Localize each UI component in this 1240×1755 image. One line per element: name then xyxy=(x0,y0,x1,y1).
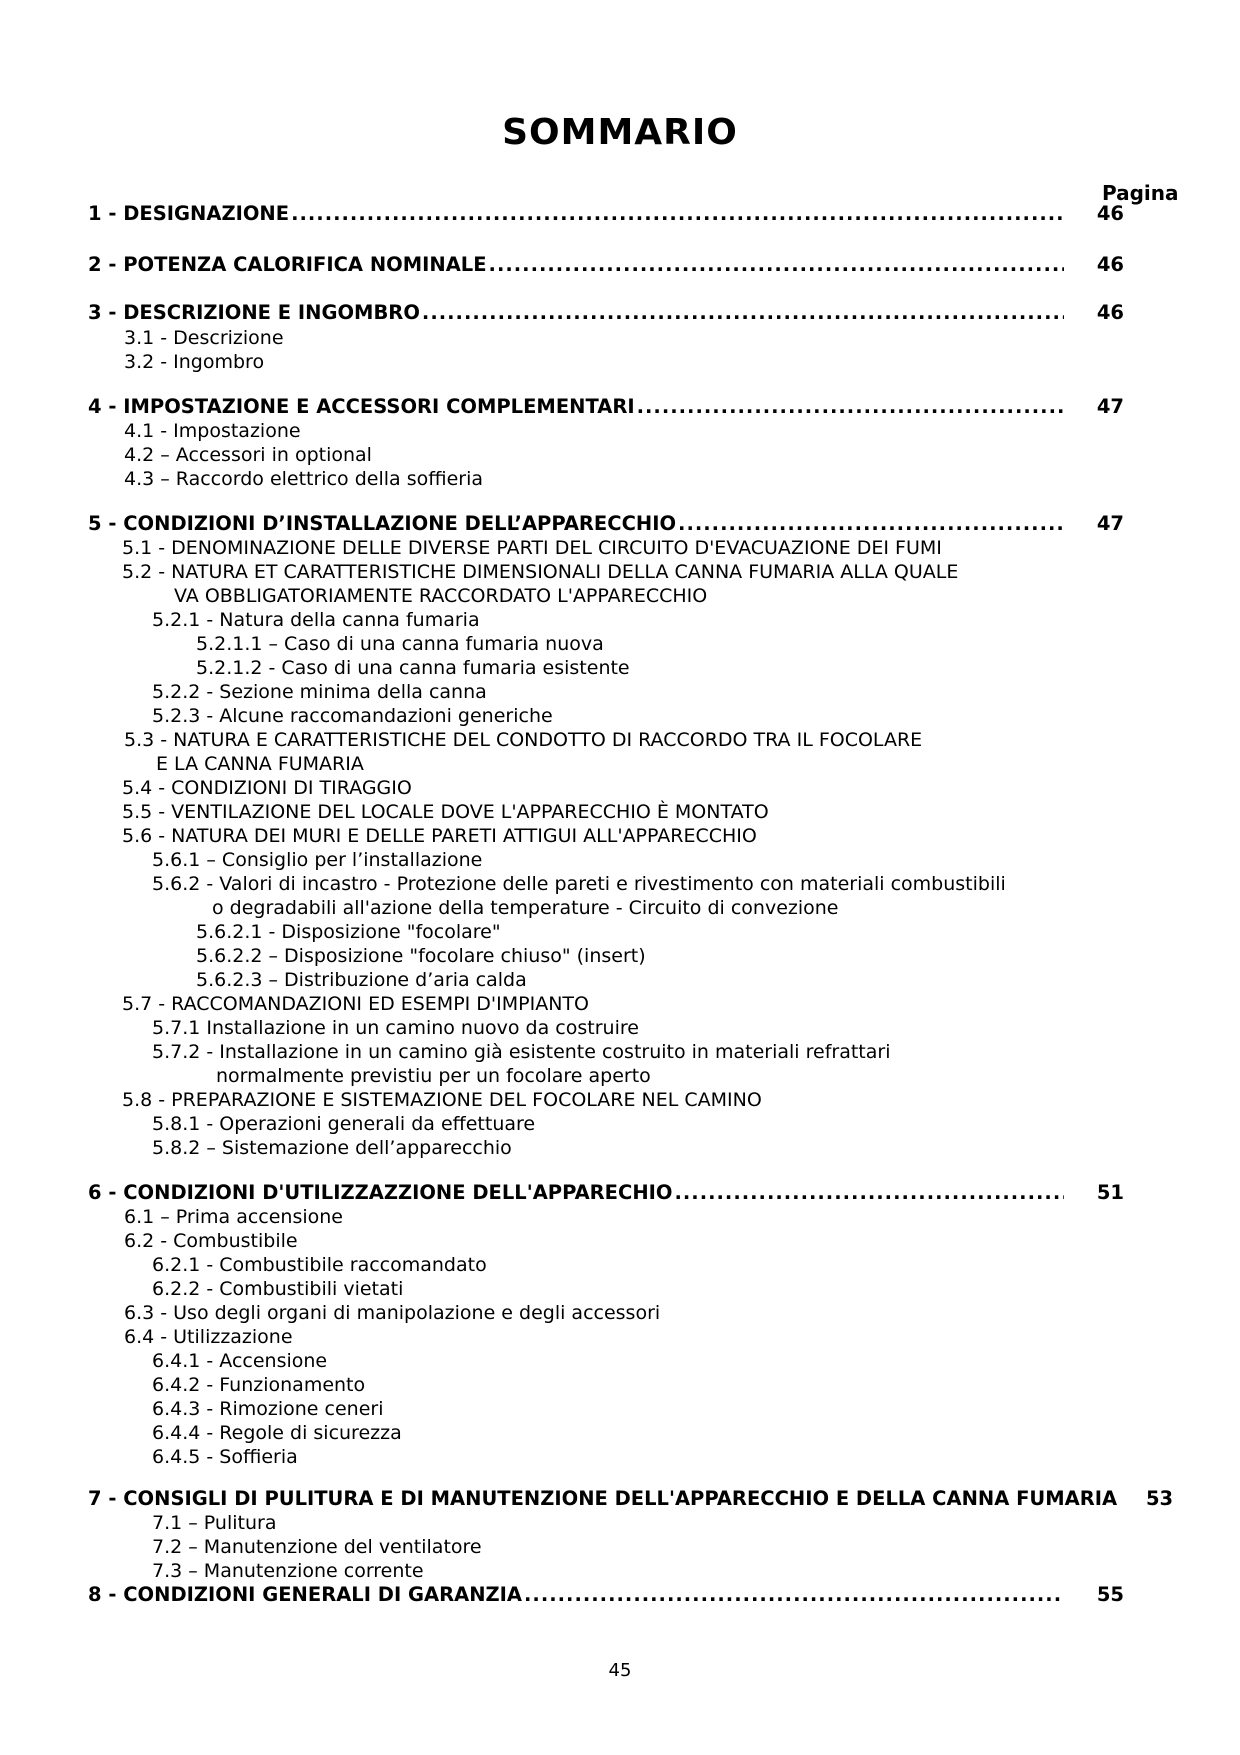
toc-entry-label: 5 - CONDIZIONI D’INSTALLAZIONE DELL’APPARECCHIO xyxy=(88,512,677,535)
toc-entry-page: 46 xyxy=(1096,301,1124,324)
toc-subentry[interactable]: 5.2.1 - Natura della canna fumaria xyxy=(152,609,480,631)
toc-entry-label: 8 - CONDIZIONI GENERALI DI GARANZIA xyxy=(88,1583,523,1606)
toc-subentry[interactable]: 6.4.1 - Accensione xyxy=(152,1350,328,1372)
toc-entry-label: 2 - POTENZA CALORIFICA NOMINALE xyxy=(88,253,487,276)
dot-leader xyxy=(489,254,1064,276)
dot-leader xyxy=(524,1584,1064,1606)
toc-entry-label: 1 - DESIGNAZIONE xyxy=(88,202,290,225)
toc-subentry[interactable]: 5.7.2 - Installazione in un camino già esistente costruito in materiali refrattari xyxy=(152,1041,891,1063)
toc-subentry-continuation: VA OBBLIGATORIAMENTE RACCORDATO L'APPARECCHIO xyxy=(174,585,708,607)
dot-leader xyxy=(422,302,1064,324)
toc-entry-page: 46 xyxy=(1096,253,1124,276)
document-title: SOMMARIO xyxy=(502,112,738,153)
toc-subentry[interactable]: 5.6.2.1 - Disposizione "focolare" xyxy=(196,921,501,943)
page-number: 45 xyxy=(608,1660,632,1681)
toc-subentry[interactable]: 5.6.2 - Valori di incastro - Protezione delle pareti e rivestimento con materiali combustibili xyxy=(152,873,1006,895)
toc-subentry-continuation: o degradabili all'azione della temperature - Circuito di convezione xyxy=(212,897,839,919)
toc-subentry[interactable]: 7.1 – Pulitura xyxy=(152,1512,277,1534)
toc-subentry[interactable]: 5.6.2.2 – Disposizione "focolare chiuso" (insert) xyxy=(196,945,646,967)
toc-subentry[interactable]: 5.6.1 – Consiglio per l’installazione xyxy=(152,849,483,871)
toc-subentry[interactable]: 6.2.2 - Combustibili vietati xyxy=(152,1278,404,1300)
toc-subentry[interactable]: 5.8 - PREPARAZIONE E SISTEMAZIONE DEL FOCOLARE NEL CAMINO xyxy=(122,1089,762,1111)
dot-leader xyxy=(637,396,1064,418)
toc-subentry-continuation: E LA CANNA FUMARIA xyxy=(156,753,364,775)
toc-entry-page: 47 xyxy=(1096,512,1124,535)
toc-entry-section-3[interactable] xyxy=(88,302,1124,324)
toc-subentry[interactable]: 6.4 - Utilizzazione xyxy=(124,1326,293,1348)
toc-entry-section-2[interactable] xyxy=(88,254,1124,276)
toc-subentry[interactable]: 4.3 – Raccordo elettrico della soffieria xyxy=(124,468,484,490)
dot-leader xyxy=(674,1182,1064,1204)
toc-entry-page: 53 xyxy=(1145,1487,1174,1510)
dot-leader xyxy=(291,203,1064,225)
toc-subentry[interactable]: 5.1 - DENOMINAZIONE DELLE DIVERSE PARTI DEL CIRCUITO D'EVACUAZIONE DEI FUMI xyxy=(122,537,942,559)
toc-entry-label: 3 - DESCRIZIONE E INGOMBRO xyxy=(88,301,420,324)
toc-entry-label: 6 - CONDIZIONI D'UTILIZZAZZIONE DELL'APPARECHIO xyxy=(88,1181,673,1204)
toc-subentry[interactable]: 5.2.3 - Alcune raccomandazioni generiche xyxy=(152,705,553,727)
toc-subentry[interactable]: 3.2 - Ingombro xyxy=(124,351,265,373)
toc-subentry[interactable]: 5.7.1 Installazione in un camino nuovo da costruire xyxy=(152,1017,639,1039)
toc-entry-section-5[interactable] xyxy=(88,513,1124,535)
toc-subentry[interactable]: 5.8.2 – Sistemazione dell’apparecchio xyxy=(152,1137,512,1159)
toc-subentry[interactable]: 5.3 - NATURA E CARATTERISTICHE DEL CONDOTTO DI RACCORDO TRA IL FOCOLARE xyxy=(124,729,923,751)
toc-subentry[interactable]: 6.4.2 - Funzionamento xyxy=(152,1374,366,1396)
toc-subentry[interactable]: 6.4.3 - Rimozione ceneri xyxy=(152,1398,384,1420)
toc-subentry[interactable]: 5.8.1 - Operazioni generali da effettuare xyxy=(152,1113,536,1135)
toc-entry-section-7[interactable] xyxy=(88,1487,1174,1510)
toc-subentry[interactable]: 6.4.5 - Soffieria xyxy=(152,1446,298,1468)
toc-subentry[interactable]: 4.2 – Accessori in optional xyxy=(124,444,372,466)
toc-subentry[interactable]: 5.6 - NATURA DEI MURI E DELLE PARETI ATTIGUI ALL'APPARECCHIO xyxy=(122,825,757,847)
toc-entry-page: 55 xyxy=(1096,1583,1124,1606)
page-column-header: Pagina xyxy=(1102,181,1179,205)
toc-subentry[interactable]: 6.4.4 - Regole di sicurezza xyxy=(152,1422,402,1444)
toc-subentry[interactable]: 3.1 - Descrizione xyxy=(124,327,284,349)
toc-subentry[interactable]: 6.2 - Combustibile xyxy=(124,1230,298,1252)
dot-leader xyxy=(678,513,1064,535)
toc-subentry[interactable]: 5.2.2 - Sezione minima della canna xyxy=(152,681,487,703)
toc-subentry[interactable]: 5.2.1.1 – Caso di una canna fumaria nuova xyxy=(196,633,604,655)
toc-entry-section-8[interactable] xyxy=(88,1584,1124,1606)
toc-subentry[interactable]: 6.2.1 - Combustibile raccomandato xyxy=(152,1254,487,1276)
toc-subentry[interactable]: 5.6.2.3 – Distribuzione d’aria calda xyxy=(196,969,527,991)
toc-subentry[interactable]: 7.3 – Manutenzione corrente xyxy=(152,1560,424,1582)
toc-entry-page: 51 xyxy=(1096,1181,1124,1204)
toc-subentry[interactable]: 5.5 - VENTILAZIONE DEL LOCALE DOVE L'APPARECCHIO È MONTATO xyxy=(122,801,769,823)
toc-subentry[interactable]: 6.3 - Uso degli organi di manipolazione e degli accessori xyxy=(124,1302,661,1324)
toc-subentry[interactable]: 5.2 - NATURA ET CARATTERISTICHE DIMENSIONALI DELLA CANNA FUMARIA ALLA QUALE xyxy=(122,561,959,583)
toc-subentry[interactable]: 7.2 – Manutenzione del ventilatore xyxy=(152,1536,482,1558)
toc-entry-label: 7 - CONSIGLI DI PULITURA E DI MANUTENZIONE DELL'APPARECCHIO E DELLA CANNA FUMARIA xyxy=(88,1487,1118,1510)
toc-entry-page: 46 xyxy=(1096,202,1124,225)
toc-subentry[interactable]: 6.1 – Prima accensione xyxy=(124,1206,344,1228)
toc-entry-page: 47 xyxy=(1096,395,1124,418)
toc-entry-label: 4 - IMPOSTAZIONE E ACCESSORI COMPLEMENTARI xyxy=(88,395,635,418)
toc-entry-section-6[interactable] xyxy=(88,1182,1124,1204)
toc-entry-section-1[interactable] xyxy=(88,203,1124,225)
toc-subentry[interactable]: 5.4 - CONDIZIONI DI TIRAGGIO xyxy=(122,777,412,799)
toc-subentry[interactable]: 4.1 - Impostazione xyxy=(124,420,301,442)
toc-subentry[interactable]: 5.2.1.2 - Caso di una canna fumaria esistente xyxy=(196,657,630,679)
toc-subentry[interactable]: 5.7 - RACCOMANDAZIONI ED ESEMPI D'IMPIANTO xyxy=(122,993,589,1015)
toc-subentry-continuation: normalmente previstiu per un focolare aperto xyxy=(216,1065,651,1087)
toc-entry-section-4[interactable] xyxy=(88,396,1124,418)
